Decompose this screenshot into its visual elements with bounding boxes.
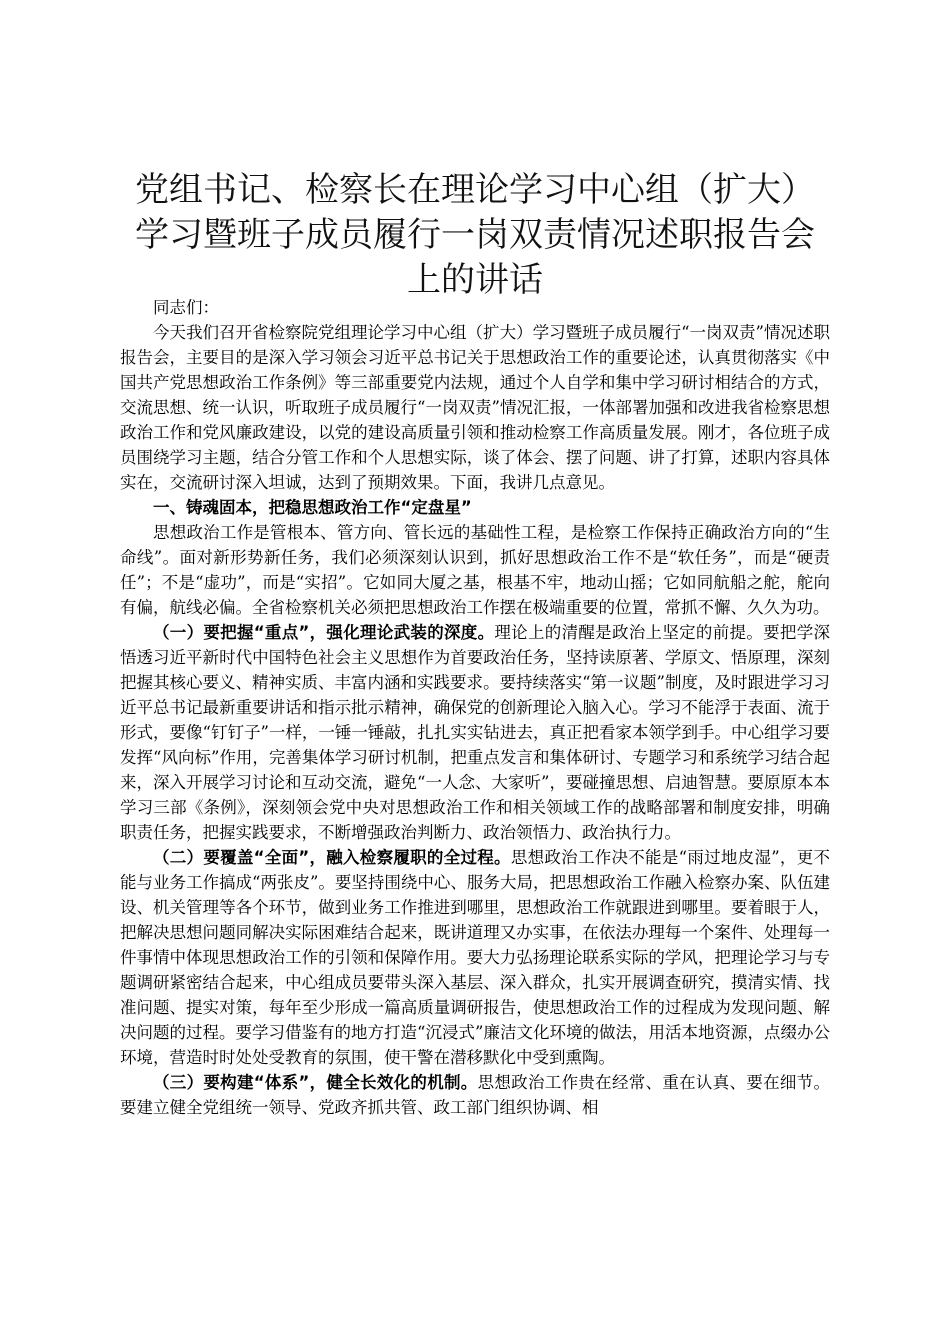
paragraph-intro: 今天我们召开省检察院党组理论学习中心组（扩大）学习暨班子成员履行“一岗双责”情况述职报告会，主要目的是深入学习领会习近平总书记关于思想政治工作的重要论述，认真贯彻落实《中国共产党思想政治工作条例》等三部重要党内法规，通过个人自学和集中学习研讨相结合的方式，交流思想、统一认识，听取班子成员履行“一岗双责”情况汇报，一体部署加强和改进我省检察思想政治工作和党风廉政建设，以党的建设高质量引领和推动检察工作高质量发展。刚才，各位班子成员围绕学习主题，结合分管工作和个人思想实际，谈了体会、摆了问题、讲了打算，述职内容具体实在，交流研讨深入坦诚，达到了预期效果。下面，我讲几点意见。 [120,323,830,492]
subsection-2-lead: （二）要覆盖“全面”，融入检察履职的全过程。 [153,848,511,867]
document-body [120,295,830,1120]
document-title: 党组书记、检察长在理论学习中心组（扩大）学习暨班子成员履行一岗双责情况述职报告会上的讲话 [135,170,815,300]
subsection-1 [120,620,830,845]
subsection-1-text: 理论上的清醒是政治上坚定的前提。要把学深悟透习近平新时代中国特色社会主义思想作为首要政治任务，坚持读原著、学原文、悟原理，深刻把握其核心要义、精神实质、丰富内涵和实践要求。要持续落实“第一议题”制度，及时跟进学习习近平总书记最新重要讲话和指示批示精神，确保党的创新理论入脑入心。学习不能浮于表面、流于形式，要像“钉钉子”一样，一锤一锤敲，扎扎实实钻进去，真正把看家本领学到手。中心组学习要发挥“风向标”作用，完善集体学习研讨机制，把重点发言和集体研讨、专题学习和系统学习结合起来，深入开展学习讨论和互动交流，避免“一人念、大家听”，要碰撞思想、启迪智慧。要原原本本学习三部《条例》，深刻领会党中央对思想政治工作和相关领域工作的战略部署和制度安排，明确职责任务，把握实践要求，不断增强政治判断力、政治领悟力、政治执行力。 [120,623,830,842]
section-heading-1: 一、铸魂固本，把稳思想政治工作“定盘星” [153,498,472,517]
subsection-3-lead: （三）要构建“体系”，健全长效化的机制。 [153,1073,478,1092]
subsection-2-text: 思想政治工作决不能是“雨过地皮湿”，更不能与业务工作搞成“两张皮”。要坚持围绕中心、服务大局，把思想政治工作融入检察办案、队伍建设、机关管理等各个环节，做到业务工作推进到哪里，思想政治工作就跟进到哪里。要着眼于人，把解决思想问题同解决实际困难结合起来，既讲道理又办实事，在依法办理每一个案件、处理每一件事情中体现思想政治工作的引领和保障作用。要大力弘扬理论联系实际的学风，把理论学习与专题调研紧密结合起来，中心组成员要带头深入基层、深入群众，扎实开展调查研究，摸清实情、找准问题、提实对策，每年至少形成一篇高质量调研报告，使思想政治工作的过程成为发现问题、解决问题的过程。要学习借鉴有的地方打造“沉浸式”廉洁文化环境的做法，用活本地资源，点缀办公环境，营造时时处处受教育的氛围，使干警在潜移默化中受到熏陶。 [120,848,830,1067]
subsection-3 [120,1070,830,1120]
subsection-1-lead: （一）要把握“重点”，强化理论武装的深度。 [153,623,495,642]
paragraph-section-1: 思想政治工作是管根本、管方向、管长远的基础性工程，是检察工作保持正确政治方向的“生命线”。面对新形势新任务，我们必须深刻认识到，抓好思想政治工作不是“软任务”，而是“硬责任”；不是“虚功”，而是“实招”。它如同大厦之基，根基不牢，地动山摇；它如同航船之舵，舵向有偏，航线必偏。全省检察机关必须把思想政治工作摆在极端重要的位置，常抓不懈、久久为功。 [120,523,830,617]
subsection-2 [120,845,830,1070]
subsection-3-text: 思想政治工作贵在经常、重在认真、要在细节。要建立健全党组统一领导、党政齐抓共管、政工部门组织协调、相 [120,1073,830,1117]
salutation: 同志们： [153,298,219,317]
